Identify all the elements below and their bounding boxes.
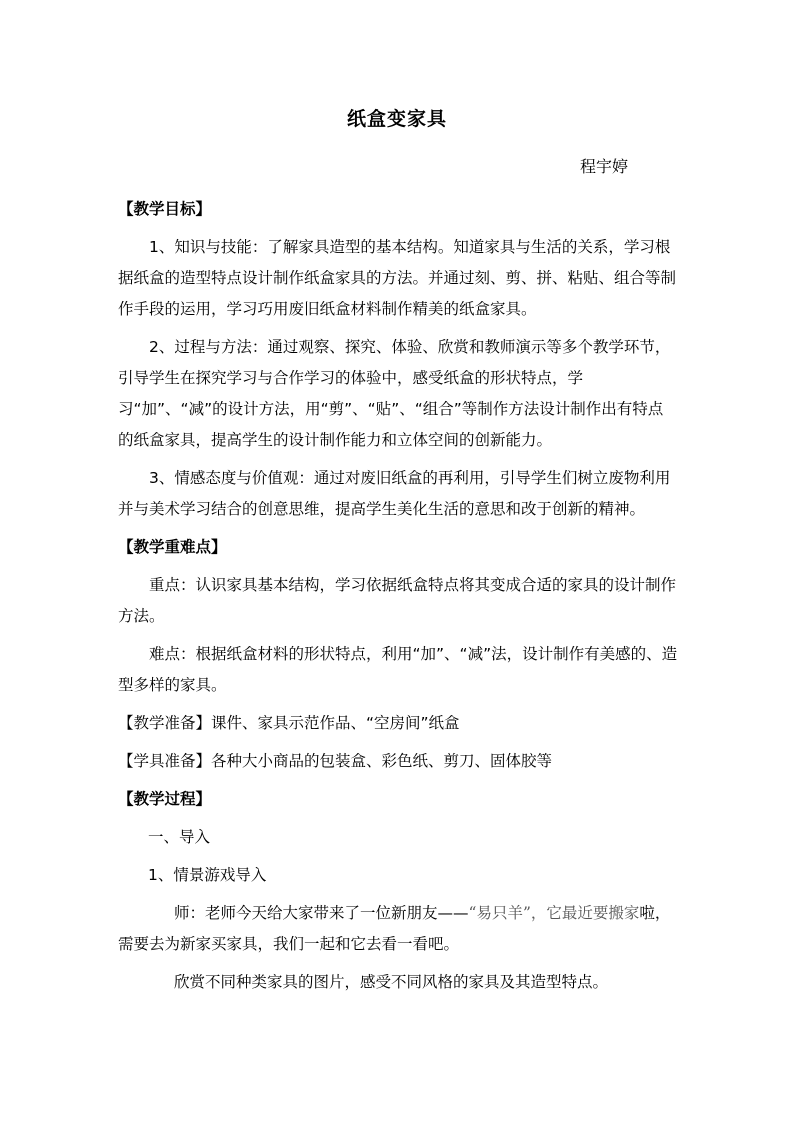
teacher-speech-paragraph bbox=[118, 898, 678, 960]
goal-paragraph-1: 1、知识与技能：了解家具造型的基本结构。知道家具与生活的关系，学习根据纸盒的造型特点设计制作纸盒家具的方法。并通过刻、剪、拼、粘贴、组合等制作手段的运用，学习巧用废旧纸盒材料制作精美的纸盒家具。 bbox=[118, 238, 677, 318]
student-prep-line: 【学具准备】各种大小商品的包装盒、彩色纸、剪刀、固体胶等 bbox=[118, 752, 553, 770]
section-heading-key-points: 【教学重难点】 bbox=[118, 538, 227, 556]
teacher-speech-text-b: 啦，需要去为新家买家具，我们一起和它去看一看吧。 bbox=[118, 904, 671, 953]
appreciate-paragraph: 欣赏不同种类家具的图片，感受不同风格的家具及其造型特点。 bbox=[174, 973, 609, 991]
author-name: 程宇婷 bbox=[580, 157, 629, 176]
step-heading-scenario: 1、情景游戏导入 bbox=[148, 866, 267, 884]
goal-paragraph-2: 2、过程与方法：通过观察、探究、体验、欣赏和教师演示等多个教学环节，引导学生在探究学习与合作学习的体验中，感受纸盒的形状特点，学习“加”、“减”的设计方法，用“剪”、“贴”、“组合”等制作方法设计制作出有特点的纸盒家具，提高学生的设计制作能力和立体空间的创新能力。 bbox=[118, 338, 671, 449]
teacher-prep-line: 【教学准备】课件、家具示范作品、“空房间”纸盒 bbox=[118, 714, 460, 732]
teacher-speech-text-a: 师：老师今天给大家带来了一位新朋友—— bbox=[174, 904, 469, 922]
document-body bbox=[118, 194, 678, 1005]
key-point-paragraph: 重点：认识家具基本结构，学习依据纸盒特点将其变成合适的家具的设计制作方法。 bbox=[118, 576, 677, 625]
goal-paragraph-3: 3、情感态度与价值观：通过对废旧纸盒的再利用，引导学生们树立废物利用并与美术学习结合的创意思维，提高学生美化生活的意思和改于创新的精神。 bbox=[118, 469, 671, 518]
document-title: 纸盒变家具 bbox=[346, 108, 447, 130]
teacher-speech-quote: “易只羊”，它最近要搬家 bbox=[468, 904, 640, 922]
section-heading-process: 【教学过程】 bbox=[118, 790, 212, 808]
difficult-point-paragraph: 难点：根据纸盒材料的形状特点，利用“加”、“减”法，设计制作有美感的、造型多样的家具。 bbox=[118, 645, 678, 694]
part-heading-intro: 一、导入 bbox=[148, 828, 211, 846]
section-heading-goals: 【教学目标】 bbox=[118, 200, 212, 218]
